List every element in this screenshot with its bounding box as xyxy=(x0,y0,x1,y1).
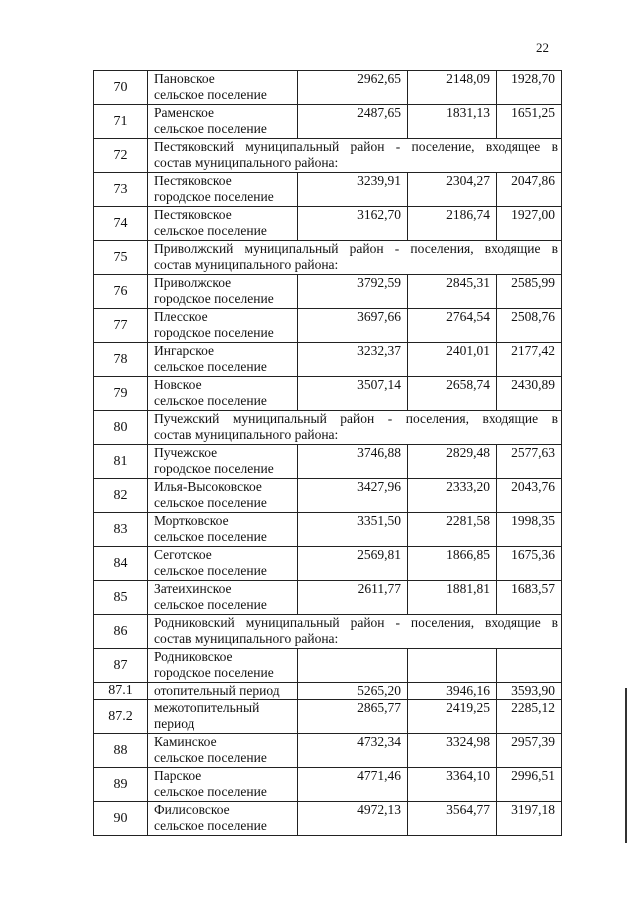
settlement-name-line: сельское поселение xyxy=(154,784,267,799)
table-row xyxy=(94,479,562,513)
settlement-name xyxy=(148,734,298,768)
settlement-name-line: Пестяковское xyxy=(154,207,232,222)
settlement-name xyxy=(148,207,298,241)
district-header-line: состав муниципального района: xyxy=(154,257,339,272)
value-v2: 2401,01 xyxy=(408,343,497,377)
value-v3: 1928,70 xyxy=(497,71,562,105)
value-v1: 3162,70 xyxy=(298,207,408,241)
row-number: 87.2 xyxy=(94,700,148,734)
settlement-name-line: Затеихинское xyxy=(154,581,232,596)
row-number: 82 xyxy=(94,479,148,513)
value-v2: 2845,31 xyxy=(408,275,497,309)
table-row xyxy=(94,683,562,700)
district-header-line: состав муниципального района: xyxy=(154,631,339,646)
settlement-name-line: период xyxy=(154,716,195,731)
value-v1: 3792,59 xyxy=(298,275,408,309)
settlement-name xyxy=(148,768,298,802)
table-row xyxy=(94,649,562,683)
row-number: 75 xyxy=(94,241,148,275)
table-row xyxy=(94,445,562,479)
table-row xyxy=(94,700,562,734)
settlement-name-line: Родниковское xyxy=(154,649,233,664)
row-number: 72 xyxy=(94,139,148,173)
value-v2: 2186,74 xyxy=(408,207,497,241)
settlement-name xyxy=(148,275,298,309)
settlement-name-line: Пучежское xyxy=(154,445,218,460)
row-number: 84 xyxy=(94,547,148,581)
value-v1: 3507,14 xyxy=(298,377,408,411)
district-header xyxy=(148,139,562,173)
settlement-name-line: Ингарское xyxy=(154,343,215,358)
row-number: 86 xyxy=(94,615,148,649)
settlement-name xyxy=(148,547,298,581)
value-v3: 2577,63 xyxy=(497,445,562,479)
value-v3: 2285,12 xyxy=(497,700,562,734)
district-header-line: Родниковский муниципальный район - поселения, входящие в xyxy=(154,615,558,630)
value-v3: 1927,00 xyxy=(497,207,562,241)
value-v3: 2957,39 xyxy=(497,734,562,768)
value-v2: 2658,74 xyxy=(408,377,497,411)
value-v2: 2281,58 xyxy=(408,513,497,547)
settlement-name-line: Каминское xyxy=(154,734,217,749)
settlement-name-line: сельское поселение xyxy=(154,597,267,612)
row-number: 88 xyxy=(94,734,148,768)
value-v1: 2962,65 xyxy=(298,71,408,105)
value-v1: 4771,46 xyxy=(298,768,408,802)
value-v3: 1675,36 xyxy=(497,547,562,581)
settlement-name-line: сельское поселение xyxy=(154,393,267,408)
settlement-name-line: межотопительный xyxy=(154,700,260,715)
row-number: 74 xyxy=(94,207,148,241)
value-v2 xyxy=(408,649,497,683)
value-v1: 3239,91 xyxy=(298,173,408,207)
settlement-name-line: Раменское xyxy=(154,105,215,120)
table-row xyxy=(94,547,562,581)
settlement-name-line: сельское поселение xyxy=(154,750,267,765)
row-number: 80 xyxy=(94,411,148,445)
settlement-name-line: сельское поселение xyxy=(154,359,267,374)
row-number: 81 xyxy=(94,445,148,479)
settlement-name xyxy=(148,309,298,343)
value-v2: 2333,20 xyxy=(408,479,497,513)
value-v3: 1998,35 xyxy=(497,513,562,547)
settlement-name-line: Мортковское xyxy=(154,513,229,528)
value-v1: 2569,81 xyxy=(298,547,408,581)
value-v3 xyxy=(497,649,562,683)
table-row xyxy=(94,615,562,649)
value-v2: 2829,48 xyxy=(408,445,497,479)
settlement-name xyxy=(148,71,298,105)
table-row xyxy=(94,105,562,139)
table-row xyxy=(94,275,562,309)
row-number: 73 xyxy=(94,173,148,207)
settlement-name xyxy=(148,105,298,139)
value-v2: 3324,98 xyxy=(408,734,497,768)
value-v1: 5265,20 xyxy=(298,683,408,700)
settlement-name xyxy=(148,173,298,207)
settlement-name-line: Новское xyxy=(154,377,202,392)
district-header-line: Приволжский муниципальный район - поселения, входящие в xyxy=(154,241,558,256)
value-v1: 2611,77 xyxy=(298,581,408,615)
value-v3: 2996,51 xyxy=(497,768,562,802)
value-v3: 2508,76 xyxy=(497,309,562,343)
settlement-name-line: Парское xyxy=(154,768,202,783)
settlement-name xyxy=(148,479,298,513)
settlement-name-line: сельское поселение xyxy=(154,818,267,833)
row-number: 87.1 xyxy=(94,683,148,700)
value-v2: 1866,85 xyxy=(408,547,497,581)
settlement-name-line: отопительный период xyxy=(154,683,280,698)
table-row xyxy=(94,207,562,241)
settlement-name-line: городское поселение xyxy=(154,189,274,204)
settlement-name xyxy=(148,581,298,615)
settlement-name xyxy=(148,343,298,377)
settlement-name xyxy=(148,700,298,734)
value-v2: 3364,10 xyxy=(408,768,497,802)
table-row xyxy=(94,581,562,615)
settlement-name-line: Илья-Высоковское xyxy=(154,479,262,494)
settlement-name-line: сельское поселение xyxy=(154,87,267,102)
value-v3: 2430,89 xyxy=(497,377,562,411)
value-v1: 3427,96 xyxy=(298,479,408,513)
value-v1: 4732,34 xyxy=(298,734,408,768)
table-row xyxy=(94,411,562,445)
value-v2: 2304,27 xyxy=(408,173,497,207)
settlement-name-line: сельское поселение xyxy=(154,563,267,578)
table-row xyxy=(94,802,562,836)
settlement-name-line: Пестяковское xyxy=(154,173,232,188)
table-row xyxy=(94,768,562,802)
settlement-name-line: городское поселение xyxy=(154,461,274,476)
value-v1: 3697,66 xyxy=(298,309,408,343)
settlement-name xyxy=(148,377,298,411)
table-row xyxy=(94,734,562,768)
page-number: 22 xyxy=(536,40,549,55)
value-v3: 1683,57 xyxy=(497,581,562,615)
row-number: 70 xyxy=(94,71,148,105)
table-row xyxy=(94,309,562,343)
value-v3: 2047,86 xyxy=(497,173,562,207)
settlement-name-line: Пановское xyxy=(154,71,215,86)
value-v2: 1831,13 xyxy=(408,105,497,139)
value-v2: 2148,09 xyxy=(408,71,497,105)
district-header-line: состав муниципального района: xyxy=(154,427,339,442)
district-header xyxy=(148,241,562,275)
settlement-name-line: Плесское xyxy=(154,309,208,324)
settlement-name-line: Сеготское xyxy=(154,547,212,562)
value-v3: 3197,18 xyxy=(497,802,562,836)
table-row xyxy=(94,343,562,377)
district-header-line: состав муниципального района: xyxy=(154,155,339,170)
value-v1: 2487,65 xyxy=(298,105,408,139)
value-v3: 1651,25 xyxy=(497,105,562,139)
value-v2: 2764,54 xyxy=(408,309,497,343)
district-header-line: Пестяковский муниципальный район - поселение, входящее в xyxy=(154,139,558,154)
row-number: 79 xyxy=(94,377,148,411)
value-v1: 2865,77 xyxy=(298,700,408,734)
district-header-line: Пучежский муниципальный район - поселения, входящие в xyxy=(154,411,558,426)
tariff-table xyxy=(93,70,562,836)
row-number: 90 xyxy=(94,802,148,836)
row-number: 77 xyxy=(94,309,148,343)
district-header xyxy=(148,615,562,649)
table-row xyxy=(94,513,562,547)
settlement-name xyxy=(148,649,298,683)
settlement-name-line: Филисовское xyxy=(154,802,230,817)
settlement-name xyxy=(148,683,298,700)
row-number: 87 xyxy=(94,649,148,683)
value-v2: 3564,77 xyxy=(408,802,497,836)
row-number: 78 xyxy=(94,343,148,377)
table-body xyxy=(94,71,562,836)
settlement-name-line: Приволжское xyxy=(154,275,232,290)
value-v1: 4972,13 xyxy=(298,802,408,836)
settlement-name-line: сельское поселение xyxy=(154,495,267,510)
row-number: 71 xyxy=(94,105,148,139)
table-row xyxy=(94,377,562,411)
settlement-name-line: городское поселение xyxy=(154,665,274,680)
value-v2: 1881,81 xyxy=(408,581,497,615)
value-v3: 2177,42 xyxy=(497,343,562,377)
settlement-name-line: городское поселение xyxy=(154,291,274,306)
settlement-name xyxy=(148,513,298,547)
row-number: 89 xyxy=(94,768,148,802)
settlement-name-line: сельское поселение xyxy=(154,529,267,544)
value-v3: 2585,99 xyxy=(497,275,562,309)
row-number: 85 xyxy=(94,581,148,615)
value-v2: 2419,25 xyxy=(408,700,497,734)
table-row xyxy=(94,71,562,105)
table-row xyxy=(94,139,562,173)
settlement-name-line: сельское поселение xyxy=(154,121,267,136)
value-v3: 3593,90 xyxy=(497,683,562,700)
scan-edge-mark xyxy=(625,688,627,843)
row-number: 76 xyxy=(94,275,148,309)
district-header xyxy=(148,411,562,445)
settlement-name xyxy=(148,445,298,479)
value-v1: 3351,50 xyxy=(298,513,408,547)
settlement-name xyxy=(148,802,298,836)
table-row xyxy=(94,173,562,207)
table-row xyxy=(94,241,562,275)
settlement-name-line: сельское поселение xyxy=(154,223,267,238)
value-v1 xyxy=(298,649,408,683)
settlement-name-line: городское поселение xyxy=(154,325,274,340)
value-v3: 2043,76 xyxy=(497,479,562,513)
value-v2: 3946,16 xyxy=(408,683,497,700)
value-v1: 3746,88 xyxy=(298,445,408,479)
value-v1: 3232,37 xyxy=(298,343,408,377)
row-number: 83 xyxy=(94,513,148,547)
